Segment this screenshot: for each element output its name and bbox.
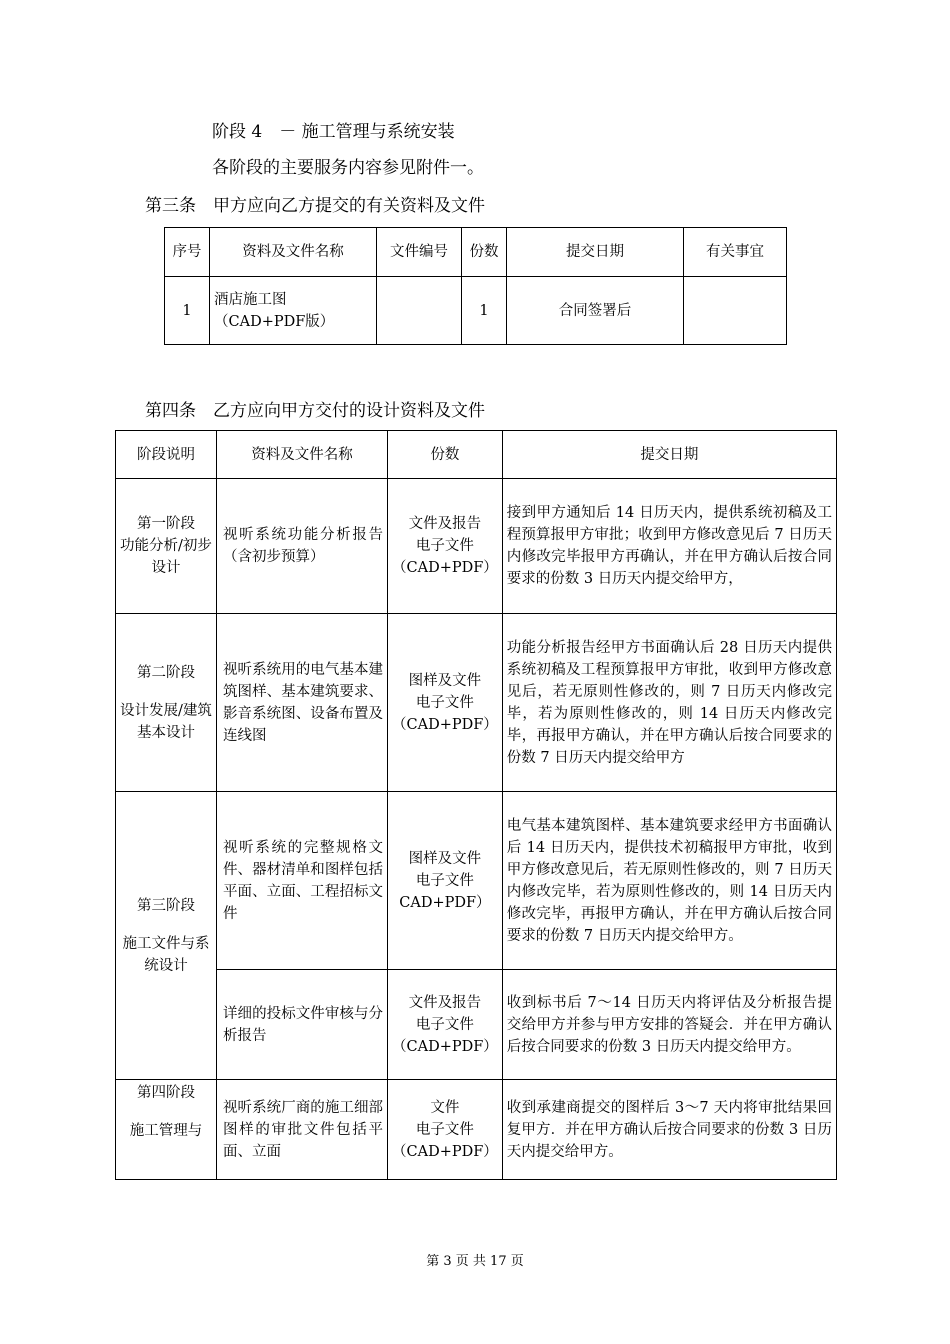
col-header-name: 资料及文件名称 bbox=[217, 431, 388, 479]
table-row bbox=[116, 970, 837, 1080]
copies-line: 文件及报告 bbox=[408, 516, 482, 532]
col-header-no: 序号 bbox=[165, 228, 210, 277]
table-header-row bbox=[165, 228, 787, 277]
cell-code bbox=[377, 277, 462, 345]
stage-title: 第四阶段 bbox=[137, 1085, 195, 1101]
col-header-remarks: 有关事宜 bbox=[684, 228, 787, 277]
copies-cell bbox=[388, 1080, 503, 1180]
stage-cell bbox=[116, 1080, 217, 1180]
deliverable-name: 视听系统用的电气基本建筑图样、基本建筑要求、影音系统图、设备布置及连线图 bbox=[217, 614, 388, 792]
col-header-copies: 份数 bbox=[388, 431, 503, 479]
copies-cell bbox=[388, 970, 503, 1080]
deliverable-name: 视听系统功能分析报告（含初步预算） bbox=[217, 479, 388, 614]
deliverable-name: 详细的投标文件审核与分析报告 bbox=[217, 970, 388, 1080]
copies-cell bbox=[388, 792, 503, 970]
copies-line: 电子文件 bbox=[415, 1121, 474, 1138]
table-row bbox=[165, 277, 787, 345]
copies-line: （CAD+PDF） bbox=[392, 716, 498, 733]
col-header-date: 提交日期 bbox=[502, 431, 836, 479]
article4-title: 第四条 乙方应向甲方交付的设计资料及文件 bbox=[145, 401, 485, 421]
stage-title: 第二阶段 bbox=[137, 664, 195, 681]
copies-line: 电子文件 bbox=[415, 694, 474, 711]
col-header-name: 资料及文件名称 bbox=[210, 228, 377, 277]
article4-table bbox=[115, 430, 837, 1180]
copies-line: 文件 bbox=[430, 1099, 460, 1116]
table-row bbox=[116, 1080, 837, 1180]
stage4-line: 阶段 4 － 施工管理与系统安装 bbox=[212, 122, 455, 142]
col-header-copies: 份数 bbox=[462, 228, 507, 277]
stage-cell bbox=[116, 479, 217, 614]
table-header-row bbox=[116, 431, 837, 479]
copies-cell bbox=[388, 479, 503, 614]
col-header-date: 提交日期 bbox=[507, 228, 684, 277]
copies-cell bbox=[388, 614, 503, 792]
date-cell: 收到承建商提交的图样后 3～7 天内将审批结果回复甲方．并在甲方确认后按合同要求的份数 3 日历天内提交给甲方。 bbox=[502, 1080, 836, 1180]
page-number: 第 3 页 共 17 页 bbox=[426, 1254, 524, 1269]
cell-no: 1 bbox=[165, 277, 210, 345]
date-cell: 功能分析报告经甲方书面确认后 28 日历天内提供系统初稿及工程预算报甲方审批，收到甲方修改意见后，若无原则性修改的，则 7 日历天内修改完毕，若为原则性修改的，则 14 日历天内修改完毕，再报甲方确认，并在甲方确认后按合同要求的份数 7 日历天内提交给甲方 bbox=[502, 614, 836, 792]
stage-subtitle: 功能分析/初步设计 bbox=[120, 538, 212, 576]
deliverable-name: 视听系统厂商的施工细部图样的审批文件包括平面、立面 bbox=[217, 1080, 388, 1180]
cell-remarks bbox=[684, 277, 787, 345]
copies-line: 图样及文件 bbox=[408, 672, 482, 689]
copies-line: 电子文件 bbox=[415, 1016, 474, 1033]
stage-cell bbox=[116, 614, 217, 792]
copies-line: （CAD+PDF） bbox=[392, 1038, 498, 1055]
services-note: 各阶段的主要服务内容参见附件一。 bbox=[212, 158, 484, 178]
article3-table bbox=[164, 227, 787, 345]
deliverable-name: 视听系统的完整规格文件、器材清单和图样包括平面、立面、工程招标文件 bbox=[217, 792, 388, 970]
stage-subtitle: 施工文件与系统设计 bbox=[122, 935, 210, 974]
stage-cell bbox=[116, 792, 217, 1080]
stage-subtitle: 设计发展/建筑基本设计 bbox=[120, 702, 212, 741]
copies-line: （CAD+PDF） bbox=[392, 560, 498, 576]
stage-title: 第一阶段 bbox=[137, 516, 195, 532]
table-row bbox=[116, 792, 837, 970]
table-row bbox=[116, 614, 837, 792]
copies-line: 文件及报告 bbox=[408, 994, 482, 1011]
copies-line: 电子文件 bbox=[415, 538, 474, 554]
stage-subtitle: 施工管理与 bbox=[129, 1123, 203, 1139]
cell-copies: 1 bbox=[462, 277, 507, 345]
copies-line: 电子文件 bbox=[415, 872, 474, 889]
stage-title: 第三阶段 bbox=[137, 897, 195, 914]
date-cell: 电气基本建筑图样、基本建筑要求经甲方书面确认后 14 日历天内，提供技术初稿报甲方审批，收到甲方修改意见后，若无原则性修改的，则 7 日历天内修改完毕，若为原则性修改的，则 14 日历天内修改完毕，再报甲方确认，并在甲方确认后按合同要求的份数 7 日历天内提交给甲方。 bbox=[502, 792, 836, 970]
copies-line: CAD+PDF） bbox=[399, 894, 491, 911]
date-cell: 收到标书后 7～14 日历天内将评估及分析报告提交给甲方并参与甲方安排的答疑会．并在甲方确认后按合同要求的份数 3 日历天内提交给甲方。 bbox=[502, 970, 836, 1080]
date-cell: 接到甲方通知后 14 日历天内，提供系统初稿及工程预算报甲方审批；收到甲方修改意见后 7 日历天内修改完毕报甲方再确认，并在甲方确认后按合同要求的份数 3 日历天内提交给甲方， bbox=[502, 479, 836, 614]
col-header-stage: 阶段说明 bbox=[116, 431, 217, 479]
copies-line: 图样及文件 bbox=[408, 850, 482, 867]
cell-date: 合同签署后 bbox=[507, 277, 684, 345]
article3-title: 第三条 甲方应向乙方提交的有关资料及文件 bbox=[145, 196, 485, 216]
table-row bbox=[116, 479, 837, 614]
cell-name: 酒店施工图（CAD+PDF版） bbox=[210, 277, 377, 345]
copies-line: （CAD+PDF） bbox=[392, 1143, 498, 1160]
col-header-code: 文件编号 bbox=[377, 228, 462, 277]
